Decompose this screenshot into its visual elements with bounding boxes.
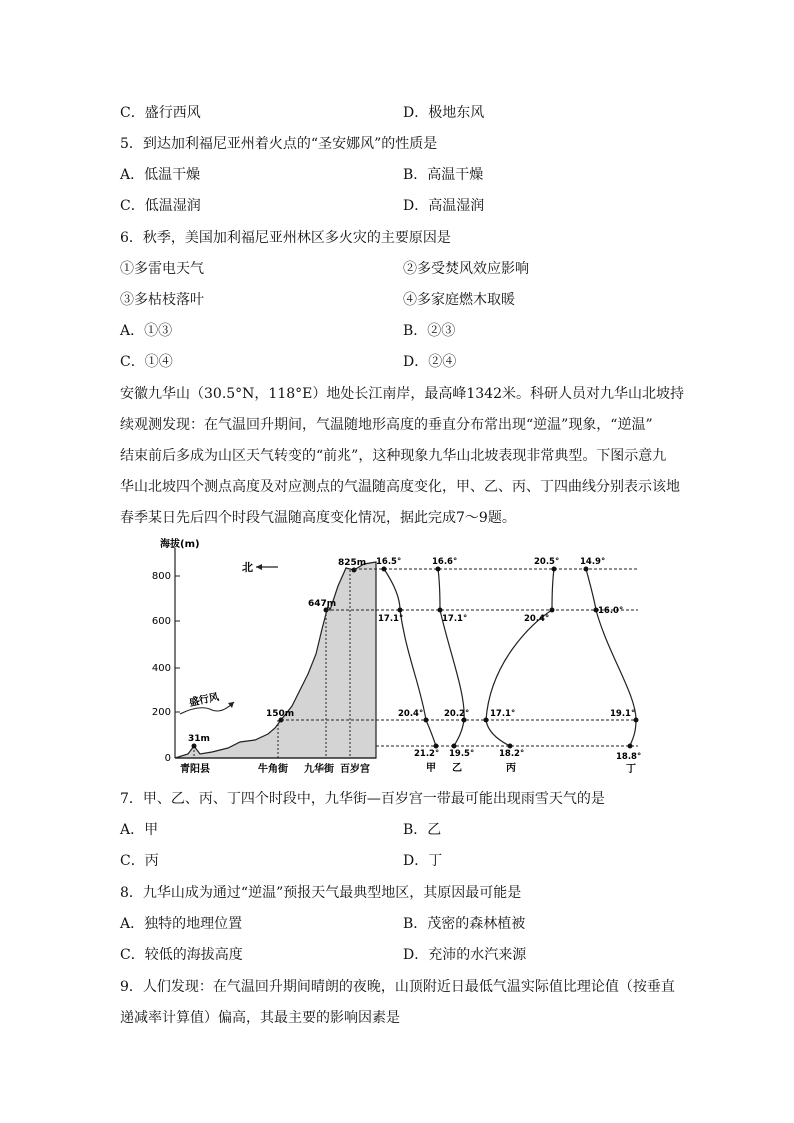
curve-label: 14.9° — [580, 557, 606, 567]
station-elevation: 825m — [338, 558, 367, 568]
curve-label: 20.4° — [398, 709, 424, 719]
curve-label: 18.2° — [499, 749, 525, 759]
q7-option-b: B．乙 — [403, 822, 442, 838]
temperature-profile-figure — [150, 534, 650, 784]
curve-label: 17.1° — [490, 709, 516, 719]
q6-statement-1: ①多雷电天气 — [120, 261, 204, 277]
y-tick-label: 0 — [164, 753, 171, 764]
question-6: 6．秋季，美国加利福尼亚州林区多火灾的主要原因是 — [120, 230, 451, 246]
question-9-cont: 递减率计算值）偏高，其最主要的影响因素是 — [120, 1010, 400, 1026]
q6-option-d: D．②④ — [403, 354, 457, 370]
curve-label: 21.2° — [414, 749, 440, 759]
q5-option-c: C．低温湿润 — [120, 198, 201, 214]
q6-option-a: A．①③ — [120, 323, 173, 339]
q8-option-a: A．独特的地理位置 — [120, 916, 243, 932]
curve-name: 丙 — [506, 763, 516, 774]
q7-option-c: C．丙 — [120, 853, 159, 869]
q7-option-d: D．丁 — [403, 853, 443, 869]
q8-option-b: B．茂密的森林植被 — [403, 916, 526, 932]
question-5: 5．到达加利福尼亚州着火点的“圣安娜风”的性质是 — [120, 136, 438, 152]
q5-option-a: A．低温干燥 — [120, 167, 201, 183]
curve-label: 20.5° — [534, 557, 560, 567]
y-tick-label: 200 — [151, 707, 171, 718]
curve-label: 20.4° — [524, 614, 550, 624]
question-8: 8．九华山成为通过“逆温”预报天气最典型地区，其原因最可能是 — [120, 885, 522, 901]
curve-label: 16.0° — [598, 606, 624, 616]
q6-option-c: C．①④ — [120, 354, 173, 370]
passage-line: 安徽九华山（30.5°N，118°E）地处长江南岸，最高峰1342米。科研人员对九华山北坡持 — [120, 386, 684, 402]
curve-label: 16.6° — [432, 557, 458, 567]
wind-label: 盛行风 — [188, 691, 220, 709]
north-label: 北 — [242, 561, 253, 574]
q5-option-b: B．高温干燥 — [403, 167, 484, 183]
curve-name: 丁 — [626, 764, 636, 775]
station-name: 牛角街 — [258, 764, 288, 775]
curve-ding — [586, 569, 636, 746]
curve-label: 17.1° — [378, 614, 404, 624]
y-tick-label: 600 — [151, 616, 171, 627]
y-tick-label: 400 — [151, 663, 171, 674]
curve-label: 18.8° — [616, 752, 642, 762]
q4-option-d: D．极地东风 — [403, 105, 485, 121]
question-7: 7．甲、乙、丙、丁四个时段中，九华街—百岁宫一带最可能出现雨雪天气的是 — [120, 791, 605, 807]
passage-line: 春季某日先后四个时段气温随高度变化情况，据此完成7～9题。 — [120, 510, 516, 526]
station-name: 九华街 — [304, 764, 334, 775]
station-name: 青阳县 — [180, 764, 210, 775]
q6-statement-4: ④多家庭燃木取暖 — [403, 292, 515, 308]
curve-name: 甲 — [426, 763, 436, 774]
q6-option-b: B．②③ — [403, 323, 456, 339]
curve-label: 17.1° — [442, 614, 468, 624]
q6-statement-3: ③多枯枝落叶 — [120, 292, 204, 308]
station-elevation: 150m — [266, 709, 295, 719]
q8-option-d: D．充沛的水汽来源 — [403, 947, 527, 963]
station-elevation: 31m — [188, 734, 210, 744]
y-tick-label: 800 — [151, 571, 171, 582]
terrain-profile — [175, 562, 376, 758]
q7-option-a: A．甲 — [120, 822, 159, 838]
curve-name: 乙 — [452, 763, 462, 774]
q6-statement-2: ②多受焚风效应影响 — [403, 261, 529, 277]
q8-option-c: C．较低的海拔高度 — [120, 947, 243, 963]
station-elevation: 647m — [308, 599, 337, 609]
q5-option-d: D．高温湿润 — [403, 198, 485, 214]
passage-line: 结束前后多成为山区天气转变的“前兆”，这种现象九华山北坡表现非常典型。下图示意九 — [120, 448, 667, 464]
curve-label: 19.5° — [449, 749, 475, 759]
passage-line: 华山北坡四个测点高度及对应测点的气温随高度变化，甲、乙、丙、丁四曲线分别表示该地 — [120, 479, 680, 495]
curve-yi — [438, 569, 464, 746]
y-axis-label: 海拔(m) — [160, 539, 200, 550]
station-name: 百岁宫 — [340, 764, 370, 775]
passage-line: 续观测发现：在气温回升期间，气温随地形高度的垂直分布常出现“逆温”现象，“逆温” — [120, 417, 653, 433]
curve-label: 16.5° — [376, 557, 402, 567]
curve-label: 19.1° — [610, 709, 636, 719]
question-9: 9．人们发现：在气温回升期间晴朗的夜晚，山顶附近日最低气温实际值比理论值（按垂直 — [120, 979, 675, 995]
curve-bing — [486, 569, 554, 746]
curve-label: 20.2° — [444, 709, 470, 719]
q4-option-c: C．盛行西风 — [120, 105, 201, 121]
